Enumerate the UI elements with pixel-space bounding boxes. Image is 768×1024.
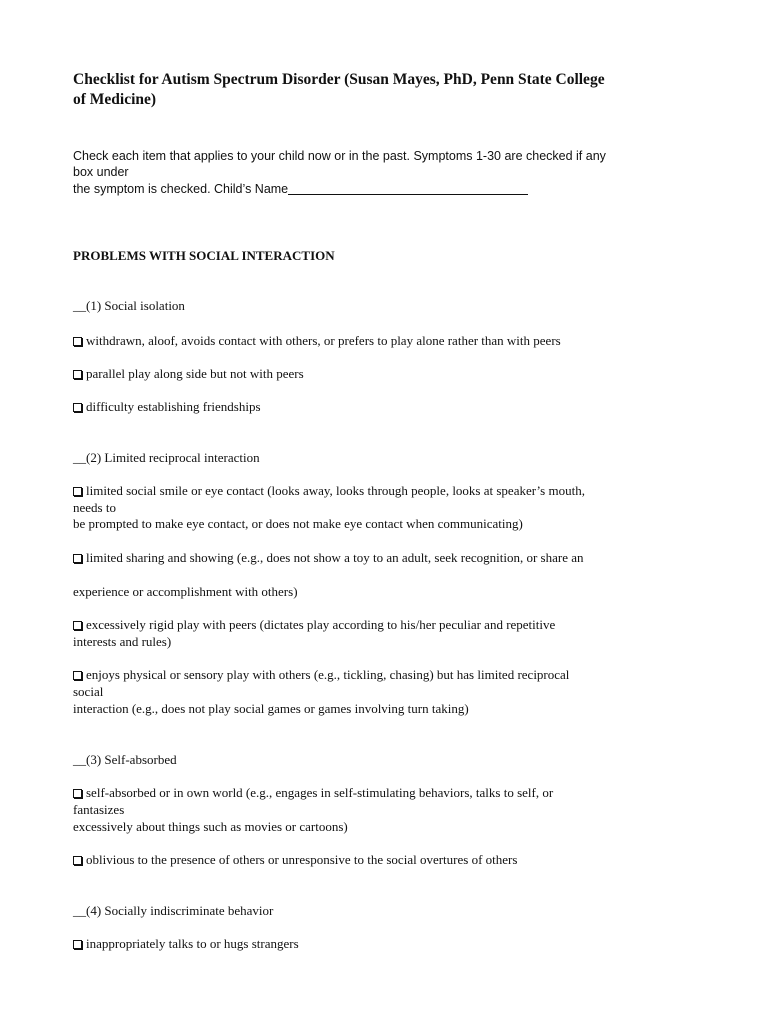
checkbox[interactable] — [73, 856, 82, 865]
checklist-item: withdrawn, aloof, avoids contact with others, or prefers to play alone rather than with peers — [73, 333, 561, 349]
checklist-item-continued: interests and rules) — [73, 634, 172, 649]
checklist-item-continued: interaction (e.g., does not play social games or games involving turn taking) — [73, 701, 469, 716]
checklist-item-continued: be prompted to make eye contact, or does not make eye contact when communicating) — [73, 516, 523, 531]
checklist-item-continued: needs to — [73, 500, 116, 515]
checklist-item: excessively rigid play with peers (dictates play according to his/her peculiar and repetitive — [73, 617, 555, 633]
checklist-item: difficulty establishing friendships — [73, 399, 261, 415]
checkbox[interactable] — [73, 940, 82, 949]
checklist-item-continued: social — [73, 684, 104, 699]
checkbox[interactable] — [73, 789, 82, 798]
checklist-item: enjoys physical or sensory play with others (e.g., tickling, chasing) but has limited reciprocal — [73, 667, 569, 683]
checklist-item: oblivious to the presence of others or unresponsive to the social overtures of others — [73, 852, 517, 868]
checklist-item: self-absorbed or in own world (e.g., engages in self-stimulating behaviors, talks to self, or — [73, 785, 553, 801]
checklist-item: limited sharing and showing (e.g., does not show a toy to an adult, seek recognition, or share an — [73, 550, 584, 566]
checklist-item: parallel play along side but not with peers — [73, 366, 304, 382]
checkbox[interactable] — [73, 487, 82, 496]
symptom-1-title: __(1) Social isolation — [73, 298, 185, 313]
checkbox[interactable] — [73, 337, 82, 346]
symptom-2-title: __(2) Limited reciprocal interaction — [73, 450, 260, 465]
checklist-item: inappropriately talks to or hugs strangers — [73, 936, 299, 952]
symptom-3-title: __(3) Self-absorbed — [73, 752, 177, 767]
child-name-field[interactable] — [288, 183, 528, 195]
intro-line-1: Check each item that applies to your child now or in the past. Symptoms 1-30 are checked if any — [73, 149, 606, 163]
checkbox[interactable] — [73, 621, 82, 630]
checklist-item-continued: excessively about things such as movies or cartoons) — [73, 819, 348, 834]
checklist-item-continued: fantasizes — [73, 802, 125, 817]
symptom-4-title: __(4) Socially indiscriminate behavior — [73, 903, 274, 918]
document-title-line-2: of Medicine) — [73, 91, 157, 108]
checkbox[interactable] — [73, 671, 82, 680]
intro-line-3 — [73, 181, 528, 197]
intro-line-2: box under — [73, 165, 129, 179]
checkbox[interactable] — [73, 554, 82, 563]
checkbox[interactable] — [73, 403, 82, 412]
checklist-item: limited social smile or eye contact (looks away, looks through people, looks at speaker’s mouth, — [73, 483, 585, 499]
child-name-label: the symptom is checked. Child’s Name — [73, 182, 289, 196]
checkbox[interactable] — [73, 370, 82, 379]
section-heading: PROBLEMS WITH SOCIAL INTERACTION — [73, 248, 335, 263]
checklist-item-continued: experience or accomplishment with others) — [73, 584, 298, 599]
document-title-line-1: Checklist for Autism Spectrum Disorder (Susan Mayes, PhD, Penn State College — [73, 71, 605, 88]
